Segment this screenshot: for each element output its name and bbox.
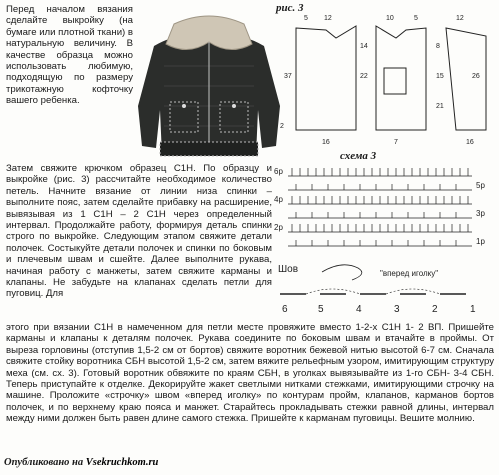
dim-label: 14 (360, 43, 368, 50)
row-label: 5р (476, 181, 485, 190)
dim-label: 16 (466, 139, 474, 146)
stitch-number: 3 (394, 304, 400, 315)
row-label: 2р (274, 223, 283, 232)
footer (4, 457, 158, 468)
footer-site-link[interactable]: Vsekruchkom.ru (85, 457, 159, 468)
dim-label: 5 (414, 15, 418, 22)
row-label: 6р (274, 167, 283, 176)
jacket-photo (134, 6, 284, 166)
dim-label: 8 (436, 43, 440, 50)
dim-label: 12 (456, 15, 464, 22)
instructions-paragraph: Затем свяжите крючком образец С1Н. По образцу и выкройке (рис. 3) рассчитайте необходимое количество петель. Начните вязание от линии низа спинки – выполните пояс, затем сделайте прибавку на расширение, вывязывая из 1 С1Н – 2 С1Н через определенный интервал. Продолжайте работу, формируя деталь спинки строго по выкройке. Следующим этапом свяжите детали полочек. Состыкуйте детали полочек и спинки по боковым и плечевым швам и сшейте. Далее выполните рукава, начиная работу с манжеты, затем свяжите карманы и клапаны. Не забудьте на клапанах сделать петли для пуговиц. Для (6, 163, 272, 300)
pattern-figure (276, 8, 496, 158)
figure-title: рис. 3 (276, 2, 304, 14)
stitch-number: 2 (432, 304, 438, 315)
stitch-label: "вперед иголку" (380, 269, 439, 278)
row-label: 3р (476, 209, 485, 218)
row-label: 1р (476, 237, 485, 246)
stitch-number: 5 (318, 304, 324, 315)
schema-title: схема 3 (340, 150, 377, 162)
dim-label: 21 (436, 103, 444, 110)
dim-label: 7 (394, 139, 398, 146)
dim-label: 12 (324, 15, 332, 22)
stitch-diagram (272, 258, 496, 320)
dim-label: 26 (472, 73, 480, 80)
dim-label: 5 (304, 15, 308, 22)
dim-label: 2 (280, 123, 284, 130)
footer-prefix: Опубликовано на (4, 457, 84, 468)
stitch-number: 1 (470, 304, 476, 315)
dim-label: 15 (436, 73, 444, 80)
intro-paragraph: Перед началом вязания сделайте выкройку (на бумаге или плотной ткани) в натуральную величину. В качестве образца можно использовать любимую, подходящую по размеру трикотажную кофточку вашего ребенка. (6, 4, 134, 107)
row-label: 4р (274, 195, 283, 204)
stitch-number: 4 (356, 304, 362, 315)
continued-paragraph: этого при вязании С1Н в намеченном для петли месте провяжите вместо 1-2-х С1Н 1- 2 ВП. Пришейте карманы и клапаны к деталям полочек. Рукава соедините по боковым швам и втачайте в проймы. От выреза горловины (отступив 1,5-2 см от бортов) свяжите воротник бежевой нитью высотой 6-7 см. Сначала свяжите стойку воротника СБН высотой 1,5-2 см, затем вяжите рельефным узором, имитирующим структуру меха (см. сх. 3). Готовый воротник обвяжите по краям СБН, в уголках вывязывайте из 1-го СБН- 3-4 СБН. Теперь приступайте к отделке. Декорируйте жакет светлыми нитками стежками, имитирующими строчку на машине. Проложите «строчку» швом «вперед иголку» по контурам пройм, клапанов, карманов бортов полочек, и по верхнему краю пояса и манжет. Старайтесь прокладывать стежки равной длины, интервал между ними должен быть равен длине самого стежка. Пришейте к карманам пуговицы. Вешите молнию. (6, 322, 494, 425)
stitch-label: Шов (278, 264, 299, 275)
stitch-number: 6 (282, 304, 288, 315)
dim-label: 37 (284, 73, 292, 80)
dim-label: 22 (360, 73, 368, 80)
dim-label: 10 (386, 15, 394, 22)
dim-label: 16 (322, 139, 330, 146)
crochet-schema (272, 160, 496, 252)
